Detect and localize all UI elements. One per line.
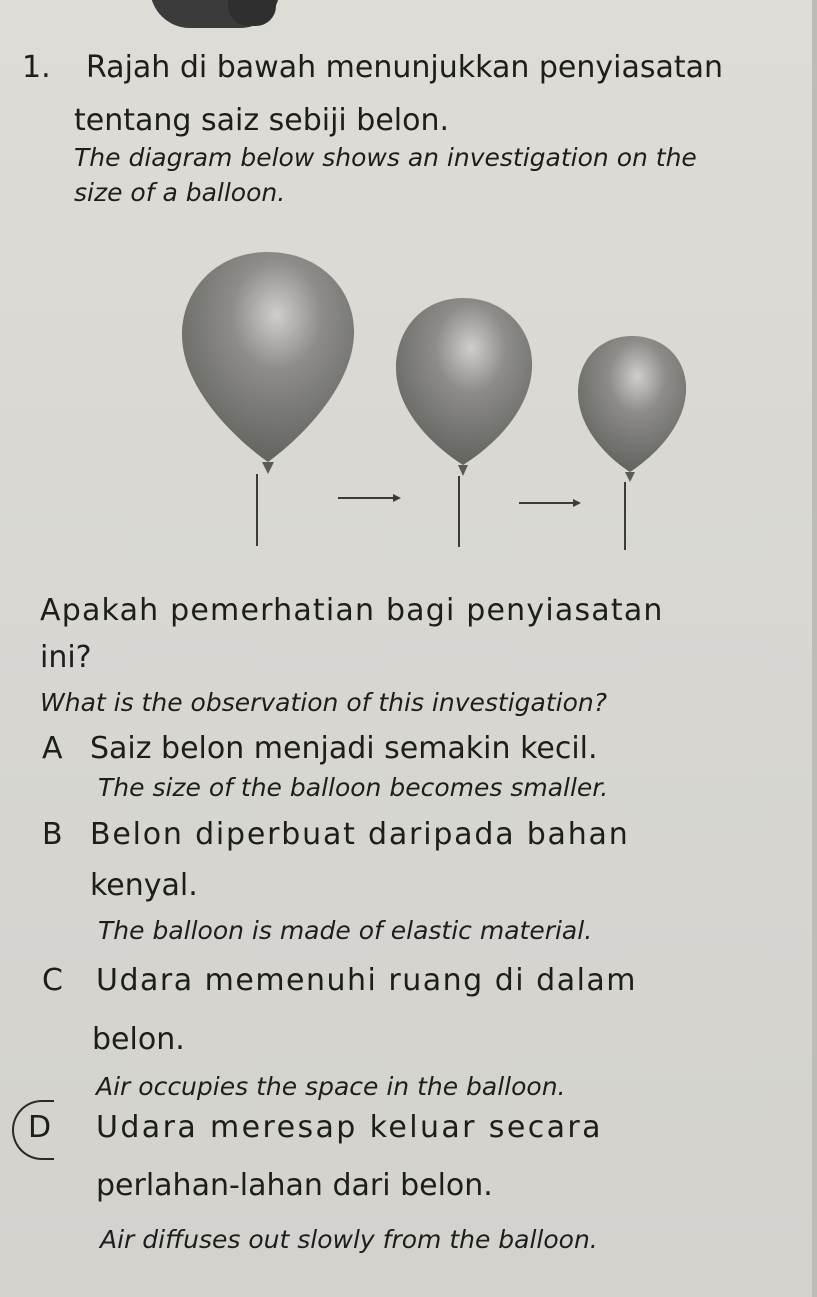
option-d-en: Air diffuses out slowly from the balloon.: [100, 1225, 598, 1254]
question-ask-ms-line2: ini?: [40, 640, 92, 675]
option-letter: D: [28, 1110, 52, 1145]
balloon-small: [578, 336, 686, 550]
option-c-en: Air occupies the space in the balloon.: [96, 1072, 566, 1101]
balloon-large: [182, 252, 354, 546]
option-c-ms-line1: Udara memenuhi ruang di dalam: [96, 963, 638, 998]
option-b-en: The balloon is made of elastic material.: [98, 916, 593, 945]
option-a-en: The size of the balloon becomes smaller.: [98, 773, 609, 802]
option-b-ms-line2: kenyal.: [90, 868, 198, 903]
question-ask-ms-line1: Apakah pemerhatian bagi penyiasatan: [40, 593, 664, 628]
balloon-medium: [396, 298, 532, 547]
question-number: 1.: [22, 50, 51, 85]
question-stem-en-line1: The diagram below shows an investigation on the: [74, 143, 697, 172]
question-ask-en: What is the observation of this investigation?: [40, 688, 608, 717]
option-a-ms-line1: Saiz belon menjadi semakin kecil.: [90, 731, 598, 766]
option-letter: B: [42, 817, 63, 852]
question-stem-ms-line2: tentang saiz sebiji belon.: [74, 103, 450, 138]
arrow-right-icon: [519, 499, 581, 507]
option-b-ms-line1: Belon diperbuat daripada bahan: [90, 817, 630, 852]
option-d-ms-line1: Udara meresap keluar secara: [96, 1110, 603, 1145]
option-d-ms-line2: perlahan-lahan dari belon.: [96, 1168, 493, 1203]
option-letter: C: [42, 963, 63, 998]
question-stem-ms-line1: Rajah di bawah menunjukkan penyiasatan: [86, 50, 724, 85]
option-letter: A: [42, 731, 63, 766]
option-c-ms-line2: belon.: [92, 1022, 185, 1057]
question-stem-en-line2: size of a balloon.: [74, 178, 286, 207]
arrow-right-icon: [338, 494, 401, 502]
